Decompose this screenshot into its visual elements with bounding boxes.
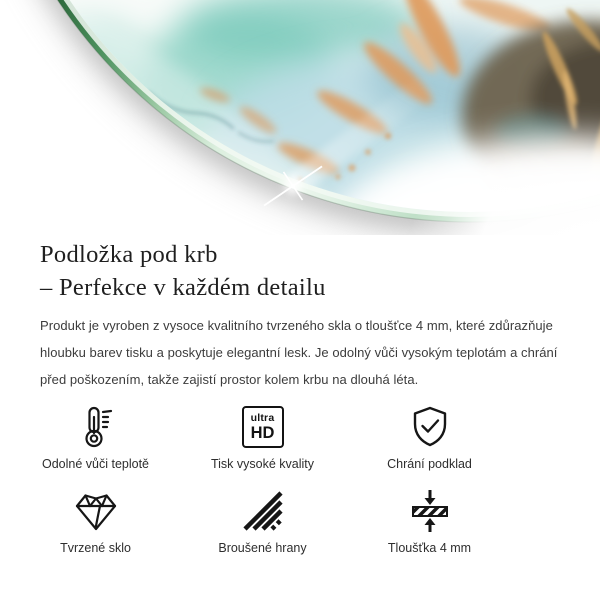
ultra-hd-icon xyxy=(242,403,284,451)
feature-label: Broušené hrany xyxy=(218,541,307,555)
feature-label: Odolné vůči teplotě xyxy=(41,457,149,471)
feature-thickness xyxy=(346,487,513,555)
feature-label: Chrání podklad xyxy=(387,457,472,471)
product-photo-art xyxy=(0,0,600,235)
ultra-hd-icon-text-bottom: HD xyxy=(250,423,275,442)
feature-print-quality xyxy=(179,403,346,471)
features-grid xyxy=(12,403,513,555)
feature-heat-resistance xyxy=(12,403,179,471)
ultra-hd-icon-text-top: ultra xyxy=(250,412,275,424)
feature-label: Tvrzené sklo xyxy=(60,541,131,555)
product-info-section xyxy=(0,238,600,555)
diamond-icon xyxy=(72,487,120,535)
shield-check-icon xyxy=(406,403,454,451)
page-title xyxy=(40,238,600,304)
polished-edges-icon xyxy=(239,487,287,535)
page-title-line2: – Perfekce v každém detailu xyxy=(40,274,326,301)
feature-protects-surface xyxy=(346,403,513,471)
page-title-line1: Podložka pod krb xyxy=(40,241,218,268)
thermometer-icon xyxy=(72,403,120,451)
thickness-icon xyxy=(406,487,454,535)
product-image xyxy=(0,0,600,235)
feature-tempered-glass xyxy=(12,487,179,555)
feature-label: Tloušťka 4 mm xyxy=(387,541,472,555)
feature-polished-edges xyxy=(179,487,346,555)
feature-label: Tisk vysoké kvality xyxy=(210,457,315,471)
product-description: Produkt je vyroben z vysoce kvalitního tvrzeného skla o tloušťce 4 mm, které zdůrazňuje hloubku barev tisku a poskytuje elegantní lesk. Je odolný vůči vysokým teplotám a chrání před poškozením, takže zajistí prostor kolem krbu na dlouhá léta. xyxy=(40,318,558,387)
